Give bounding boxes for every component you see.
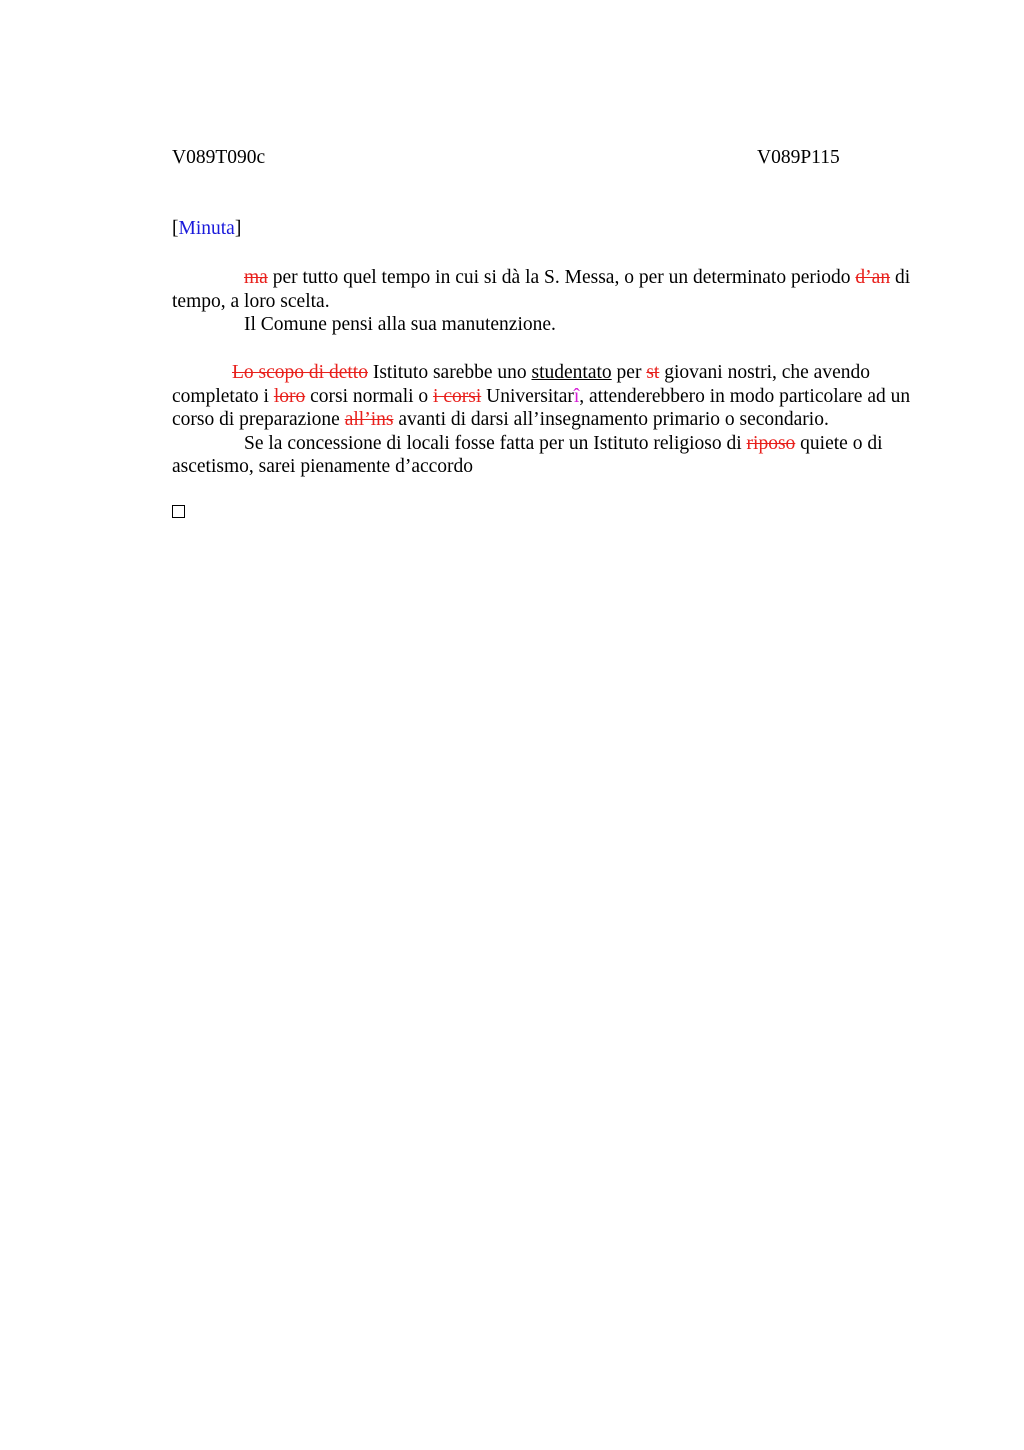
- deleted-text: Lo scopo di detto: [232, 362, 368, 383]
- deleted-text: i corsi: [433, 385, 482, 407]
- paragraph-text: corsi normali o: [305, 385, 434, 407]
- underlined-word: studentato: [531, 362, 612, 383]
- paragraph-text: Istituto sarebbe uno: [367, 362, 532, 383]
- close-bracket: ]: [234, 218, 242, 239]
- document-code-right: V089P115: [757, 147, 840, 168]
- deleted-text: loro: [273, 385, 306, 407]
- empty-square-icon: [172, 505, 185, 518]
- paragraph-text: Il Comune pensi alla sua manutenzione.: [244, 314, 556, 336]
- paragraph-text: di tempo, a loro scelta.: [172, 267, 911, 312]
- paragraph-text: avanti di darsi all’insegnamento primario o secondario.: [393, 409, 829, 431]
- paragraph-1: [172, 266, 932, 313]
- paragraph-text: per: [611, 362, 647, 383]
- text-block-1: [172, 266, 932, 337]
- paragraph-text: giovani nostri, che avendo completato i: [172, 362, 870, 407]
- paragraph-text: Universitar: [481, 385, 574, 407]
- deleted-text: ma: [244, 267, 268, 288]
- paragraph-2: [172, 313, 932, 337]
- document-code-left: V089T090c: [172, 147, 266, 168]
- section-label: [172, 217, 241, 241]
- paragraph-text: quiete o di ascetismo, sarei pienamente d’accordo: [172, 432, 883, 478]
- uncertain-letter: î: [573, 385, 580, 407]
- deleted-text: riposo: [746, 432, 796, 454]
- open-bracket: [: [172, 218, 179, 239]
- paragraph-text: per tutto quel tempo in cui si dà la S. Messa, o per un determinato periodo: [267, 267, 856, 288]
- paragraph-4: [172, 432, 932, 479]
- paragraph-text: Se la concessione di locali fosse fatta per un Istituto religioso di: [244, 432, 747, 454]
- deleted-text: st: [646, 362, 660, 383]
- deleted-text: d’an: [855, 267, 891, 288]
- paragraph-3: [172, 361, 932, 432]
- text-block-2: [172, 361, 932, 479]
- minuta-label: Minuta: [178, 218, 235, 239]
- deleted-text: all’ins: [344, 409, 394, 431]
- paragraph-text: , attenderebbero in modo particolare ad un corso di preparazione: [172, 385, 911, 431]
